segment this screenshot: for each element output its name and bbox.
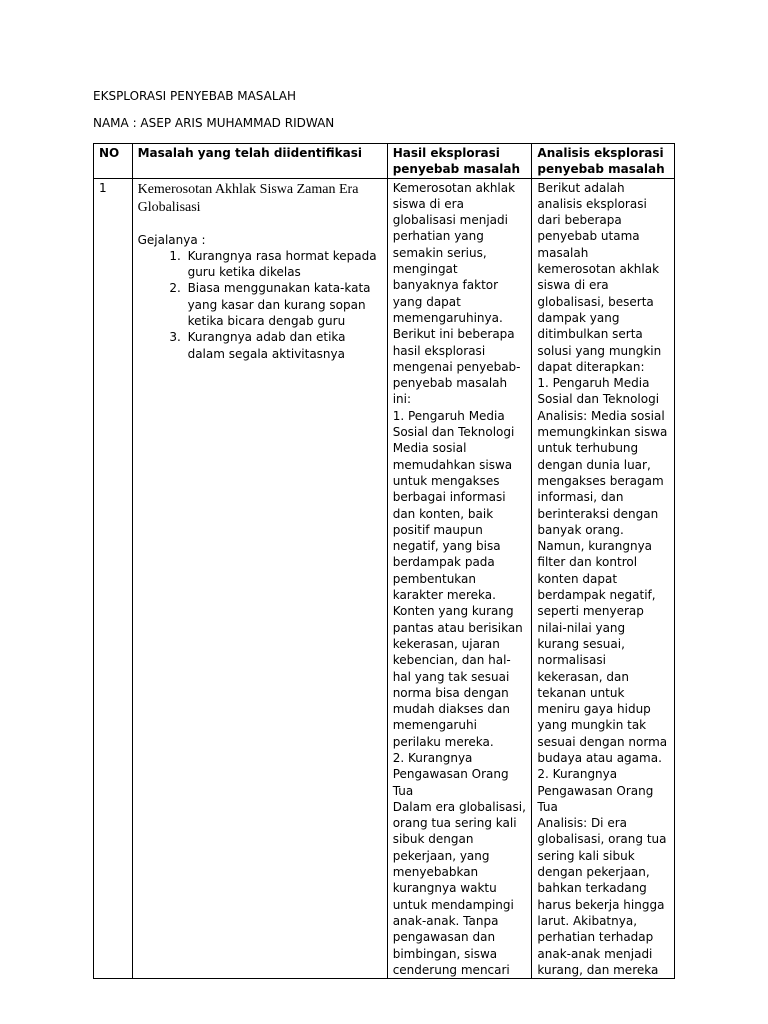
symptoms-label: Gejalanya : — [137, 232, 206, 247]
list-item: 1. Kurangnya rasa hormat kepada guru ketika dikelas — [185, 248, 382, 281]
masalah-cell — [132, 178, 387, 979]
table-row — [94, 178, 675, 979]
document-title: EKSPLORASI PENYEBAB MASALAH — [93, 89, 297, 103]
student-name: NAMA : ASEP ARIS MUHAMMAD RIDWAN — [93, 116, 335, 130]
header-hasil: Hasil eksplorasi penyebab masalah — [387, 144, 532, 179]
header-analisis: Analisis eksplorasi penyebab masalah — [532, 144, 675, 179]
symptoms-list — [138, 248, 382, 362]
analisis-cell — [532, 178, 675, 979]
header-no: NO — [94, 144, 133, 179]
exploration-result-text: Kemerosotan akhlak siswa di era globalisasi menjadi perhatian yang semakin serius, mengingat banyaknya faktor yang dapat memengaruhinya. Berikut ini beberapa hasil eksplorasi mengenai penyebab-penyebab masalah ini: 1. Pengaruh Media Sosial dan Teknologi Media sosial memudahkan siswa untuk mengakses berbagai informasi dan konten, baik positif maupun negatif, yang bisa berdampak pada pembentukan karakter mereka. Konten yang kurang pantas atau berisikan kekerasan, ujaran kebencian, dan hal-hal yang tak sesuai norma bisa dengan mudah diakses dan memengaruhi perilaku mereka. 2. Kurangnya Pengawasan Orang Tua Dalam era globalisasi, orang tua sering kali sibuk dengan pekerjaan, yang menyebabkan kurangnya waktu untuk mendampingi anak-anak. Tanpa pengawasan dan bimbingan, siswa cenderung mencari — [392, 180, 526, 977]
row-number: 1 — [94, 178, 133, 979]
problem-title: Kemerosotan Akhlak Siswa Zaman Era Globalisasi — [137, 181, 359, 215]
list-item: 3. Kurangnya adab dan etika dalam segala aktivitasnya — [185, 329, 382, 362]
hasil-cell — [387, 178, 532, 979]
exploration-table — [93, 143, 675, 979]
list-item: 2. Biasa menggunakan kata-kata yang kasar dan kurang sopan ketika bicara dengab guru — [185, 280, 382, 329]
table-header-row — [94, 144, 675, 179]
exploration-analysis-text: Berikut adalah analisis eksplorasi dari beberapa penyebab utama masalah kemerosotan akhlak siswa di era globalisasi, beserta dampak yang ditimbulkan serta solusi yang mungkin dapat diterapkan: 1. Pengaruh Media Sosial dan Teknologi Analisis: Media sosial memungkinkan siswa untuk terhubung dengan dunia luar, mengakses beragam informasi, dan berinteraksi dengan banyak orang. Namun, kurangnya filter dan kontrol konten dapat berdampak negatif, seperti menyerap nilai-nilai yang kurang sesuai, normalisasi kekerasan, dan tekanan untuk meniru gaya hidup yang mungkin tak sesuai dengan norma budaya atau agama. 2. Kurangnya Pengawasan Orang Tua Analisis: Di era globalisasi, orang tua sering kali sibuk dengan pekerjaan, bahkan terkadang harus bekerja hingga larut. Akibatnya, perhatian terhadap anak-anak menjadi kurang, dan mereka — [537, 180, 668, 977]
header-masalah: Masalah yang telah diidentifikasi — [132, 144, 387, 179]
